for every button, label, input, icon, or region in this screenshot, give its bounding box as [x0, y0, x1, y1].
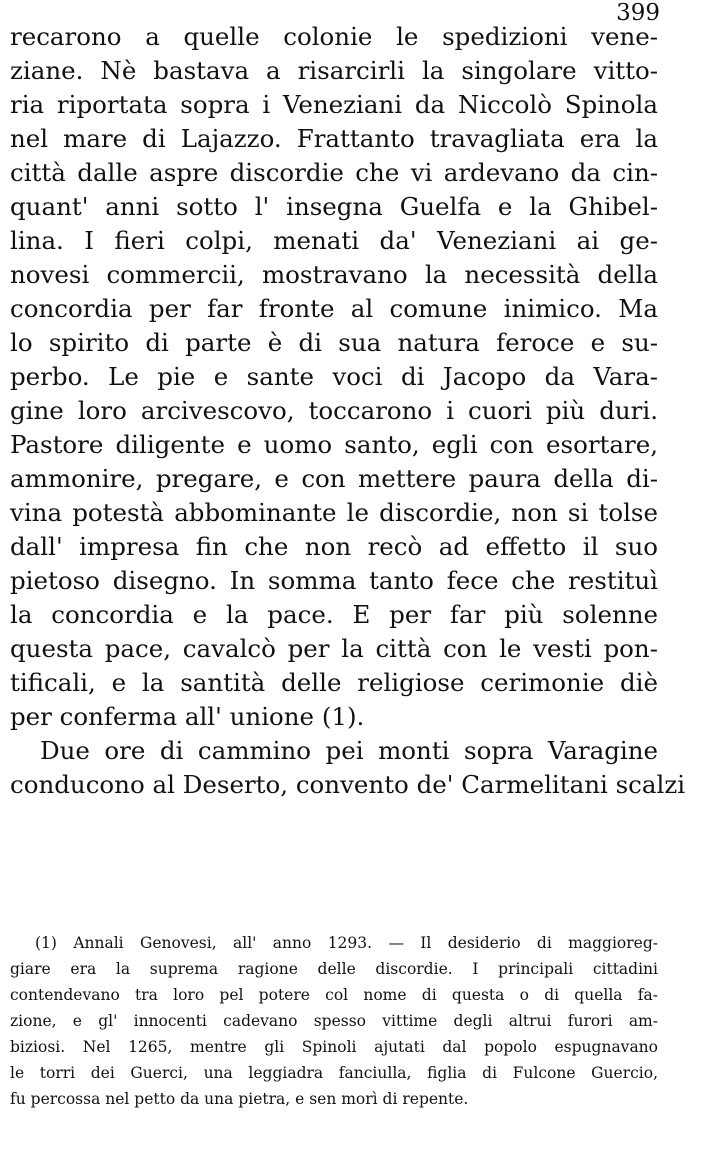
- text-line: Pastore diligente e uomo santo, egli con esortare,: [10, 430, 658, 459]
- text-line: dall' impresa fin che non recò ad effetto il suo: [10, 532, 658, 561]
- text-line: Due ore di cammino pei monti sopra Varagine: [40, 736, 658, 765]
- text-line: novesi commercii, mostravano la necessità della: [10, 260, 658, 289]
- footnote-line: contendevano tra loro pel potere col nome di questa o di quella fa-: [10, 986, 658, 1004]
- text-line: città dalle aspre discordie che vi ardevano da cin-: [10, 158, 658, 187]
- text-line: quant' anni sotto l' insegna Guelfa e la Ghibel-: [10, 192, 658, 221]
- text-line: lina. I fieri colpi, menati da' Veneziani ai ge-: [10, 226, 658, 255]
- text-line: recarono a quelle colonie le spedizioni vene-: [10, 22, 658, 51]
- footnote: [10, 930, 658, 1112]
- text-line: concordia per far fronte al comune inimico. Ma: [10, 294, 658, 323]
- footnote-line: biziosi. Nel 1265, mentre gli Spinoli ajutati dal popolo espugnavano: [10, 1038, 658, 1056]
- footnote-line: le torri dei Guerci, una leggiadra fanciulla, figlia di Fulcone Guercio,: [10, 1064, 658, 1082]
- text-line: perbo. Le pie e sante voci di Jacopo da Vara-: [10, 362, 658, 391]
- text-line: ria riportata sopra i Veneziani da Niccolò Spinola: [10, 90, 658, 119]
- body-text: [10, 20, 686, 802]
- text-line: ammonire, pregare, e con mettere paura della di-: [10, 464, 658, 493]
- text-line: gine loro arcivescovo, toccarono i cuori più duri.: [10, 396, 658, 425]
- footnote-line: fu percossa nel petto da una pietra, e sen morì di repente.: [10, 1090, 469, 1108]
- text-line: vina potestà abbominante le discordie, non si tolse: [10, 498, 658, 527]
- page-number: 399: [616, 0, 660, 26]
- text-line: tificali, e la santità delle religiose cerimonie diè: [10, 668, 658, 697]
- text-line: nel mare di Lajazzo. Frattanto travagliata era la: [10, 124, 658, 153]
- text-line: pietoso disegno. In somma tanto fece che restituì: [10, 566, 658, 595]
- text-line: ziane. Nè bastava a risarcirli la singolare vitto-: [10, 56, 658, 85]
- text-line: la concordia e la pace. E per far più solenne: [10, 600, 658, 629]
- footnote-line: (1) Annali Genovesi, all' anno 1293. — Il desiderio di maggioreg-: [35, 934, 658, 952]
- footnote-line: giare era la suprema ragione delle discordie. I principali cittadini: [10, 960, 658, 978]
- text-line: lo spirito di parte è di sua natura feroce e su-: [10, 328, 658, 357]
- paragraph-end-line: per conferma all' unione (1).: [10, 702, 365, 731]
- text-line: conducono al Deserto, convento de' Carmelitani scalzi: [10, 770, 686, 799]
- footnote-line: zione, e gl' innocenti cadevano spesso vittime degli altrui furori am-: [10, 1012, 658, 1030]
- text-line: questa pace, cavalcò per la città con le vesti pon-: [10, 634, 658, 663]
